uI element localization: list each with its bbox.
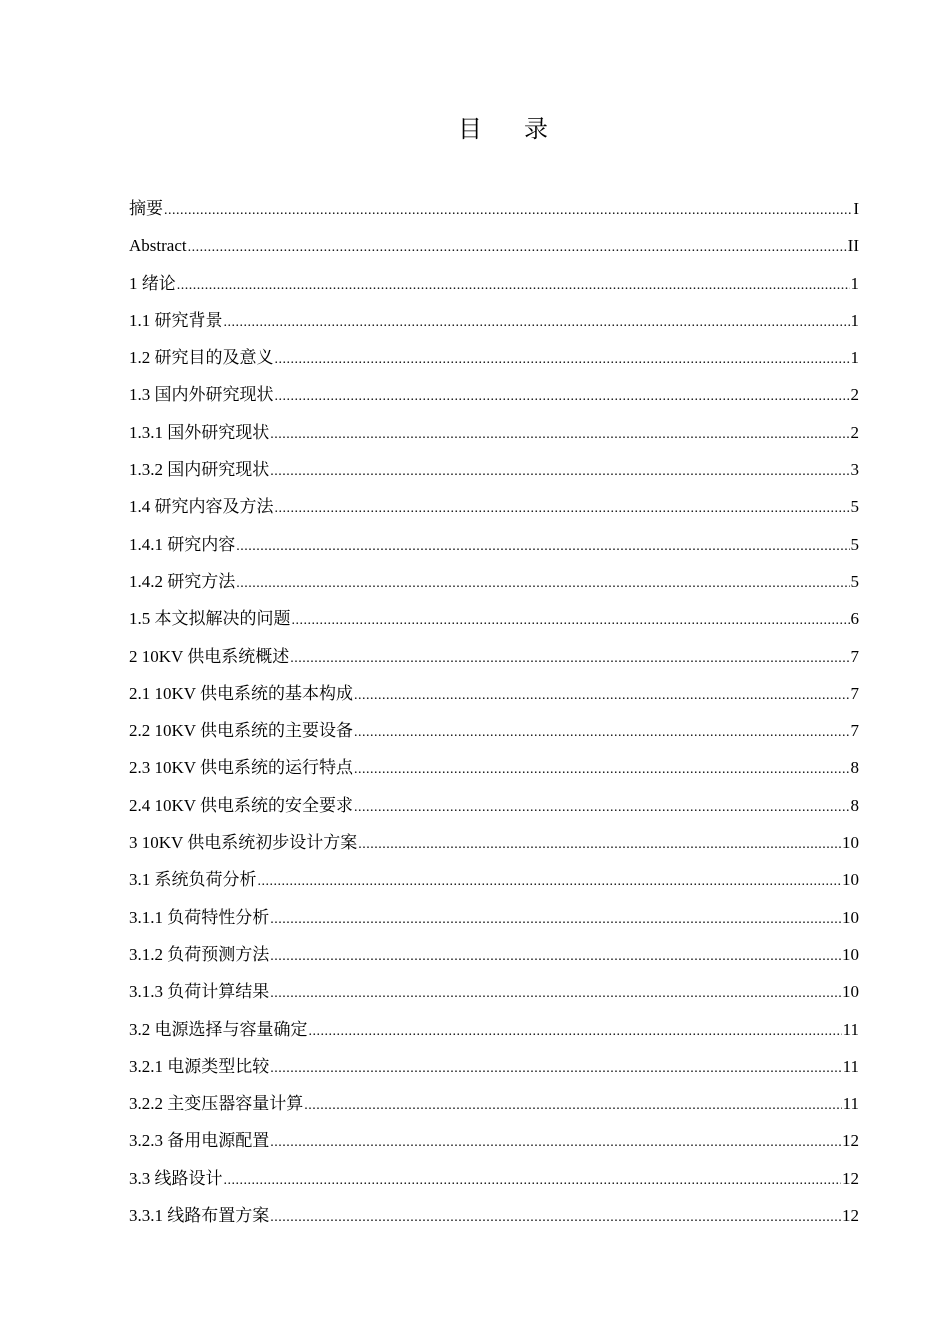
toc-entry-label: 3.1.1 负荷特性分析 [129,907,270,927]
toc-dot-leader [275,490,850,527]
toc-dot-leader [258,863,842,900]
toc-entry-page-number: II [847,236,859,256]
toc-dot-leader [354,677,850,714]
toc-entry-page-number: 6 [850,609,859,629]
toc-entry-label: 3.3.1 线路布置方案 [129,1206,270,1226]
toc-dot-leader [270,1199,841,1236]
toc-dot-leader [270,938,841,975]
toc-dot-leader [270,416,849,453]
toc-entry [129,1197,859,1234]
toc-entry [129,973,859,1010]
toc-dot-leader [224,304,850,341]
toc-entry-label: 1.1 研究背景 [129,310,223,330]
toc-dot-leader [275,341,850,378]
toc-entry-page-number: 12 [842,1168,859,1188]
toc-entry [129,339,859,376]
toc-entry [129,265,859,302]
toc-entry-page-number: 10 [842,870,859,890]
toc-entry [129,414,859,451]
toc-entry-page-number: I [853,199,859,218]
toc-entry-page-number: 10 [842,833,859,853]
toc-entry [129,712,859,749]
toc-dot-leader [270,1124,841,1161]
toc-entry-page-number: 3 [850,460,859,480]
toc-dot-leader [292,602,850,639]
toc-entry [129,526,859,563]
toc-entry-label: 摘要 [129,199,163,218]
toc-entry-label: 2.1 10KV 供电系统的基本构成 [129,683,353,703]
toc-entry-label: 3.1.2 负荷预测方法 [129,944,270,964]
toc-entry [129,749,859,786]
toc-entry [129,1048,859,1085]
toc-entry [129,376,859,413]
toc-entry-page-number: 5 [850,534,859,554]
toc-entry-page-number: 12 [842,1206,859,1226]
toc-entry-page-number: 12 [842,1131,859,1151]
toc-entry [129,600,859,637]
toc-list [129,190,859,1234]
toc-entry [129,488,859,525]
toc-entry [129,861,859,898]
toc-entry-page-number: 5 [850,571,859,591]
toc-dot-leader [270,901,841,938]
toc-dot-leader [290,640,849,677]
toc-entry-label: 1.5 本文拟解决的问题 [129,609,291,629]
toc-entry-label: 1 绪论 [129,273,176,293]
toc-dot-leader [224,1162,842,1199]
toc-entry [129,1085,859,1122]
toc-dot-leader [236,528,849,565]
toc-entry-page-number: 10 [842,982,859,1002]
toc-entry-label: 3.2.3 备用电源配置 [129,1131,270,1151]
toc-dot-leader [358,826,841,863]
toc-entry-page-number: 2 [850,385,859,405]
toc-entry-page-number: 11 [842,1019,859,1039]
toc-entry-page-number: 1 [850,273,859,293]
toc-entry-page-number: 2 [850,422,859,442]
toc-dot-leader [270,453,849,490]
toc-entry [129,451,859,488]
toc-entry-label: 1.2 研究目的及意义 [129,348,274,368]
toc-entry-label: 2.4 10KV 供电系统的安全要求 [129,795,353,815]
toc-dot-leader [354,751,850,788]
toc-dot-leader [275,378,850,415]
toc-entry-page-number: 7 [850,721,859,741]
toc-dot-leader [270,975,841,1012]
toc-dot-leader [188,229,847,266]
toc-entry [129,936,859,973]
toc-entry [129,1160,859,1197]
toc-entry-page-number: 1 [850,310,859,330]
toc-entry-label: 1.3.2 国内研究现状 [129,460,270,480]
toc-entry-page-number: 8 [850,795,859,815]
toc-entry-label: 1.4.1 研究内容 [129,534,236,554]
toc-entry-page-number: 7 [850,646,859,666]
toc-entry-label: 1.4 研究内容及方法 [129,497,274,517]
toc-entry-label: 2.3 10KV 供电系统的运行特点 [129,758,353,778]
toc-entry [129,302,859,339]
toc-entry-page-number: 8 [850,758,859,778]
toc-entry-label: 3.1.3 负荷计算结果 [129,982,270,1002]
toc-entry-page-number: 7 [850,683,859,703]
toc-entry-label: 1.3 国内外研究现状 [129,385,274,405]
toc-entry-label: 3 10KV 供电系统初步设计方案 [129,833,358,853]
toc-entry [129,1122,859,1159]
toc-entry-label: 3.3 线路设计 [129,1168,223,1188]
toc-dot-leader [354,714,850,751]
toc-entry [129,824,859,861]
toc-entry-page-number: 10 [842,944,859,964]
toc-entry-label: 3.2 电源选择与容量确定 [129,1019,308,1039]
toc-dot-leader [164,192,852,229]
toc-entry-page-number: 11 [842,1056,859,1076]
toc-dot-leader [309,1013,842,1050]
toc-entry-page-number: 5 [850,497,859,517]
toc-entry-label: 2.2 10KV 供电系统的主要设备 [129,721,353,741]
toc-entry-page-number: 10 [842,907,859,927]
toc-entry-label: 3.1 系统负荷分析 [129,870,257,890]
toc-entry-label: 1.4.2 研究方法 [129,571,236,591]
toc-dot-leader [304,1087,841,1124]
toc-entry-page-number: 11 [842,1094,859,1114]
toc-entry-label: Abstract [129,236,187,256]
toc-dot-leader [354,789,850,826]
toc-dot-leader [236,565,849,602]
toc-dot-leader [177,267,850,304]
toc-entry [129,563,859,600]
toc-entry-label: 2 10KV 供电系统概述 [129,646,290,666]
toc-entry-label: 3.2.1 电源类型比较 [129,1056,270,1076]
toc-entry [129,899,859,936]
toc-entry-label: 1.3.1 国外研究现状 [129,422,270,442]
toc-entry [129,675,859,712]
toc-entry [129,1011,859,1048]
toc-entry-label: 3.2.2 主变压器容量计算 [129,1094,304,1114]
toc-entry [129,227,859,264]
toc-entry [129,787,859,824]
toc-title: 目 录 [458,117,566,143]
toc-entry-page-number: 1 [850,348,859,368]
toc-entry [129,638,859,675]
toc-entry [129,190,859,227]
toc-dot-leader [270,1050,841,1087]
